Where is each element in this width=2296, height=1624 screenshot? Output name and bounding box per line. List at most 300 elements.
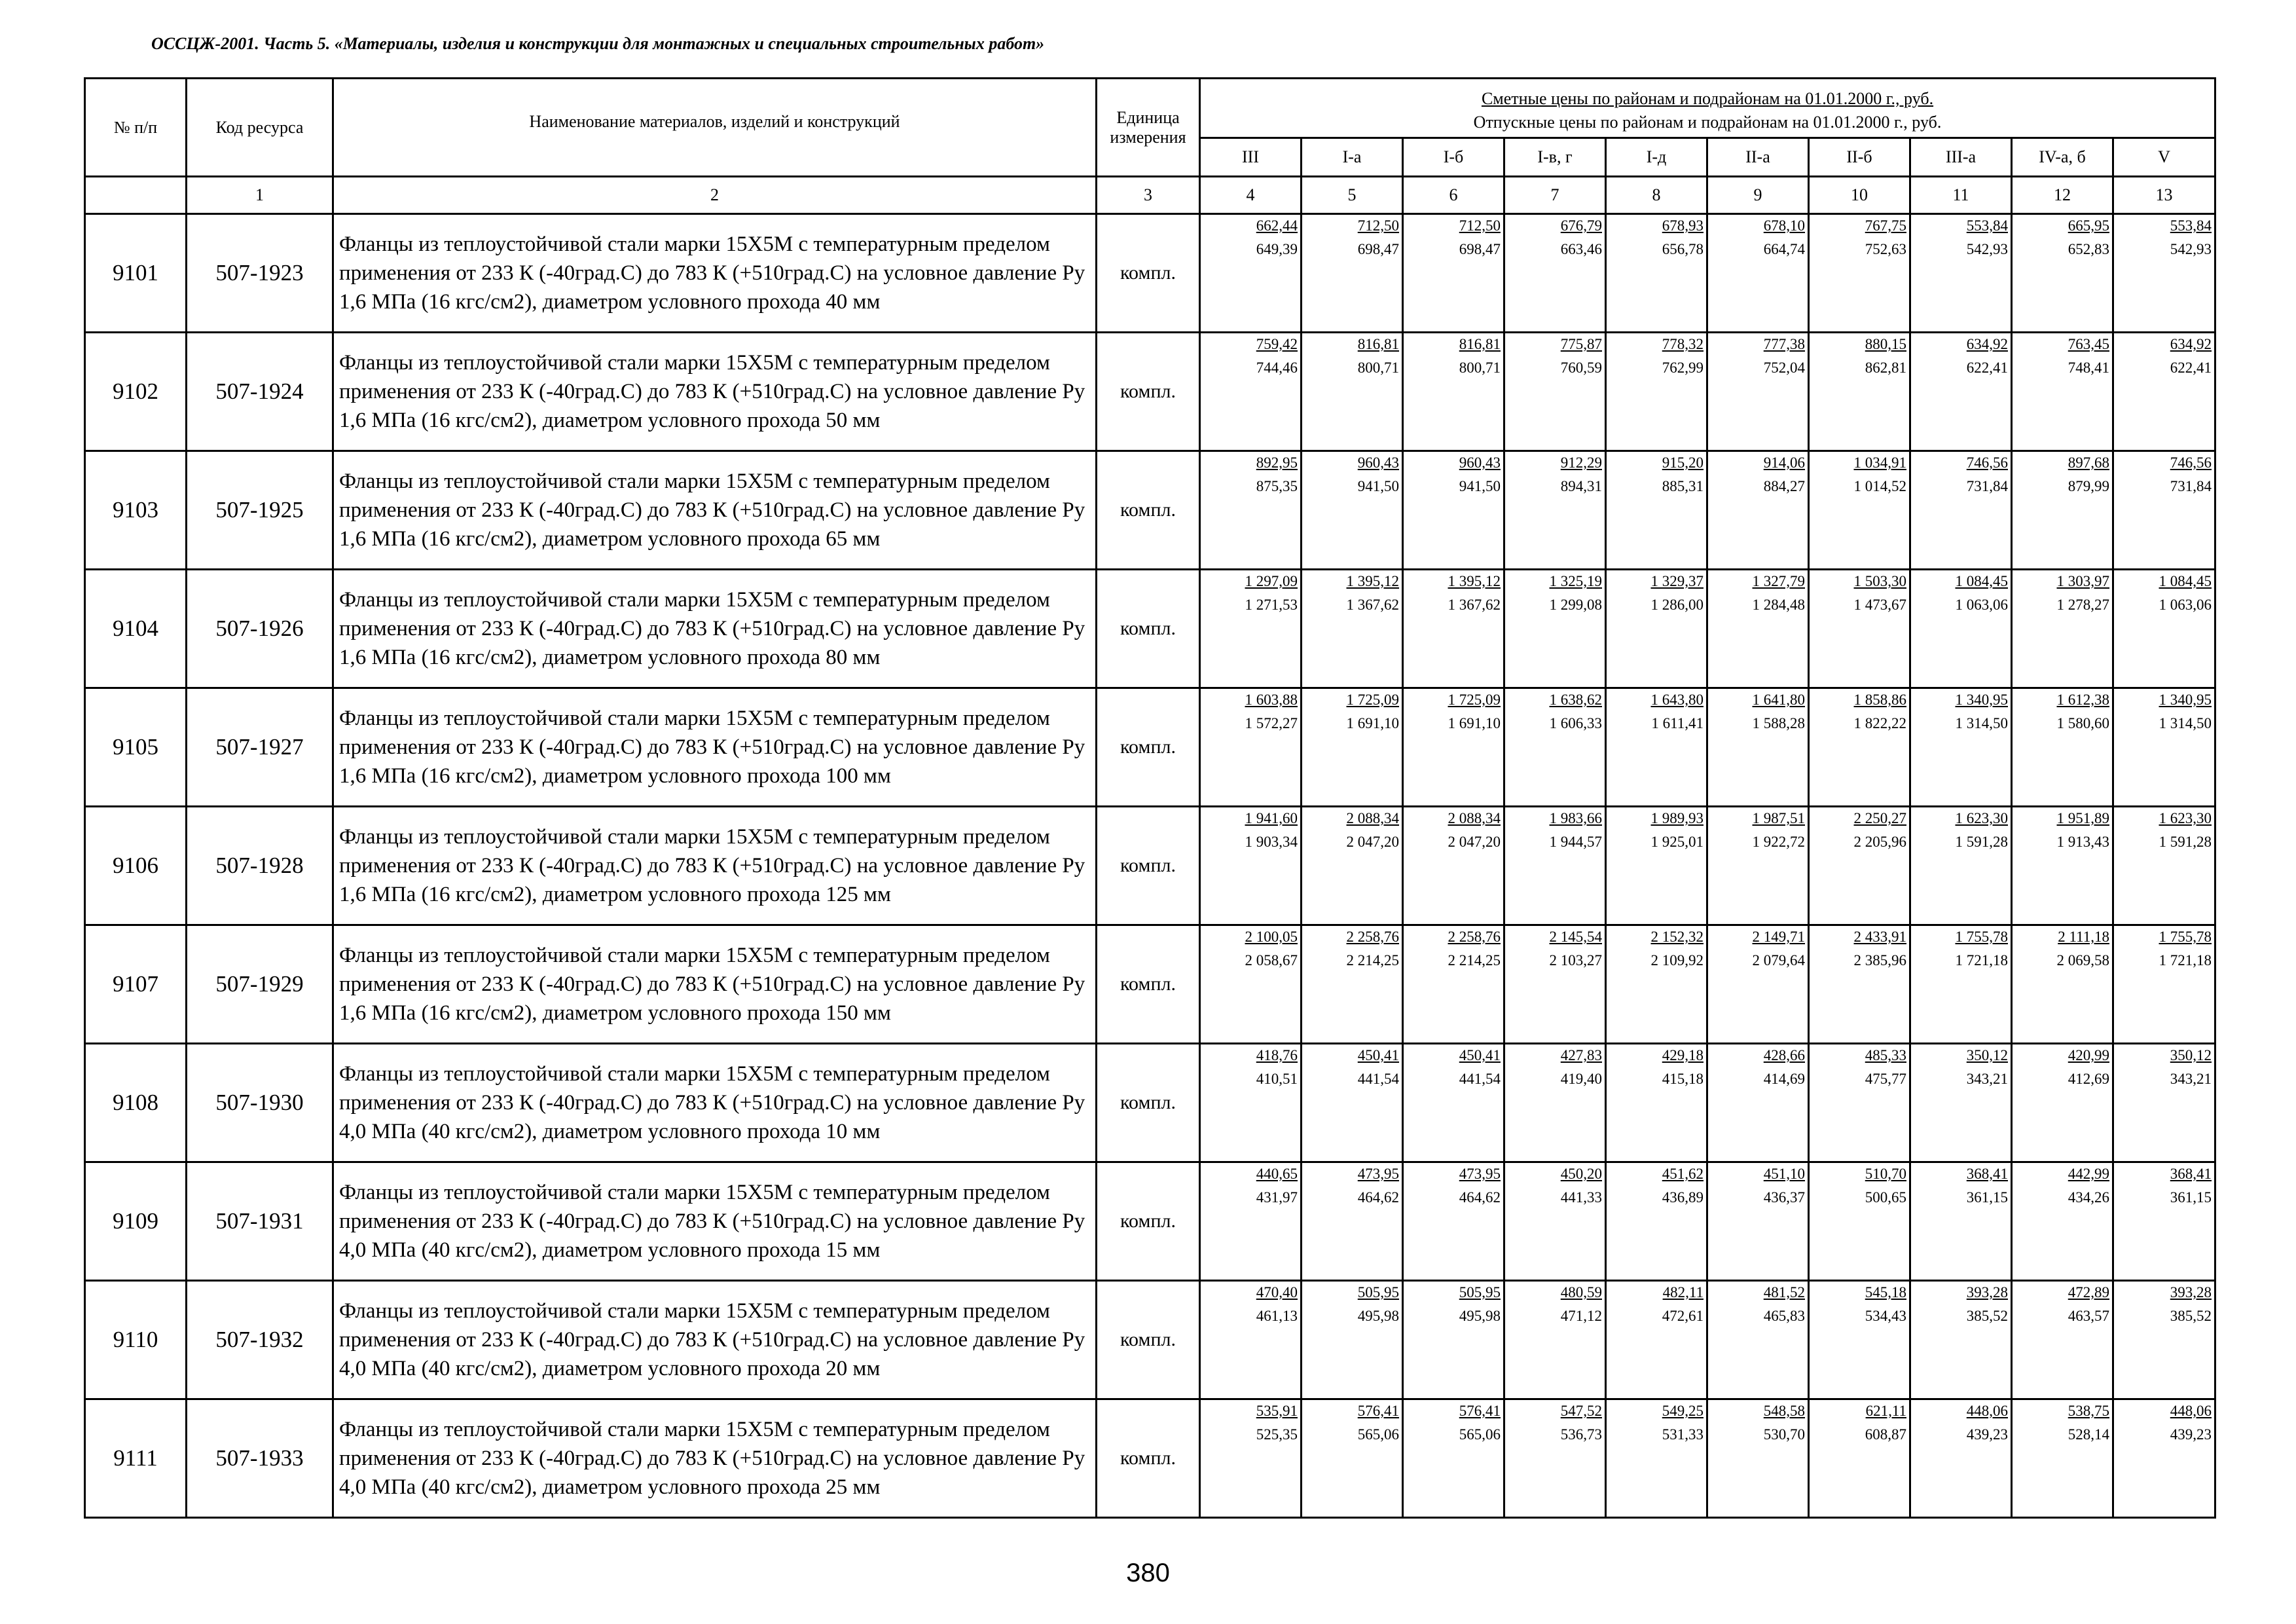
price-cell xyxy=(2113,807,2215,925)
column-number: 6 xyxy=(1403,177,1504,214)
price-cell xyxy=(1403,925,1504,1044)
table-row xyxy=(85,1399,2215,1518)
table-row xyxy=(85,925,2215,1044)
release-price: 731,84 xyxy=(2170,478,2212,494)
estimate-price: 1 034,91 xyxy=(1853,454,1906,471)
release-price: 1 278,27 xyxy=(2056,597,2109,613)
price-cell xyxy=(1200,688,1302,807)
estimate-price: 428,66 xyxy=(1763,1047,1805,1063)
release-price: 2 047,20 xyxy=(1448,834,1501,850)
price-cell xyxy=(2113,214,2215,333)
price-cell xyxy=(1302,214,1403,333)
table-row xyxy=(85,333,2215,451)
price-cell xyxy=(1504,1162,1606,1281)
item-name: Фланцы из теплоустойчивой стали марки 15Х5М с температурным пределом применения от 233 К (-40град.С) до 783 К (+510град.С) на условное давление Ру 4,0 МПа (40 кгс/см2), диаметром условного прохода 10 мм xyxy=(333,1044,1097,1162)
header-prices-release: Отпускные цены по районам и подрайонам на 01.01.2000 г., руб. xyxy=(1473,113,1942,132)
price-cell xyxy=(2113,1044,2215,1162)
estimate-price: 1 612,38 xyxy=(2056,692,2109,708)
release-price: 439,23 xyxy=(1966,1426,2008,1443)
price-cell xyxy=(1809,807,1910,925)
release-price: 495,98 xyxy=(1357,1308,1399,1324)
price-cell xyxy=(1200,807,1302,925)
price-cell xyxy=(1200,1044,1302,1162)
release-price: 439,23 xyxy=(2170,1426,2212,1443)
release-price: 1 473,67 xyxy=(1853,597,1906,613)
table-row xyxy=(85,1044,2215,1162)
unit-of-measure: компл. xyxy=(1097,1281,1200,1399)
estimate-price: 1 983,66 xyxy=(1549,810,1602,826)
resource-code: 507-1931 xyxy=(187,1162,333,1281)
estimate-price: 1 303,97 xyxy=(2056,573,2109,589)
release-price: 1 944,57 xyxy=(1549,834,1602,850)
estimate-price: 1 755,78 xyxy=(1955,929,2008,945)
release-price: 608,87 xyxy=(1865,1426,1906,1443)
price-cell xyxy=(1302,688,1403,807)
release-price: 343,21 xyxy=(1966,1071,2008,1087)
estimate-price: 1 989,93 xyxy=(1650,810,1704,826)
release-price: 500,65 xyxy=(1865,1189,1906,1206)
region-header: I-д xyxy=(1606,138,1707,177)
estimate-price: 777,38 xyxy=(1763,336,1805,352)
release-price: 2 109,92 xyxy=(1650,952,1704,969)
price-cell xyxy=(1910,807,2012,925)
release-price: 2 079,64 xyxy=(1752,952,1805,969)
document-header: ОССЦЖ-2001. Часть 5. «Материалы, изделия и конструкции для монтажных и специальных строительных работ» xyxy=(151,34,1045,53)
estimate-price: 547,52 xyxy=(1560,1403,1602,1419)
estimate-price: 746,56 xyxy=(1966,454,2008,471)
price-cell xyxy=(1809,1399,1910,1518)
row-number: 9108 xyxy=(85,1044,187,1162)
price-cell xyxy=(1910,1281,2012,1399)
price-cell xyxy=(1910,214,2012,333)
release-price: 652,83 xyxy=(2068,241,2109,257)
row-number: 9109 xyxy=(85,1162,187,1281)
price-cell xyxy=(1403,1162,1504,1281)
estimate-price: 2 088,34 xyxy=(1346,810,1399,826)
release-price: 415,18 xyxy=(1662,1071,1704,1087)
price-cell xyxy=(1504,451,1606,570)
estimate-price: 553,84 xyxy=(1966,217,2008,234)
release-price: 2 069,58 xyxy=(2056,952,2109,969)
estimate-price: 451,10 xyxy=(1763,1166,1805,1182)
release-price: 1 591,28 xyxy=(1955,834,2008,850)
estimate-price: 2 111,18 xyxy=(2058,929,2109,945)
release-price: 1 063,06 xyxy=(2159,597,2212,613)
price-cell xyxy=(1707,214,1809,333)
release-price: 744,46 xyxy=(1256,360,1298,376)
estimate-price: 485,33 xyxy=(1865,1047,1906,1063)
release-price: 1 284,48 xyxy=(1752,597,1805,613)
unit-of-measure: компл. xyxy=(1097,688,1200,807)
estimate-price: 1 329,37 xyxy=(1650,573,1704,589)
estimate-price: 1 623,30 xyxy=(1955,810,2008,826)
price-cell xyxy=(1504,807,1606,925)
price-cell xyxy=(1302,1044,1403,1162)
column-number: 1 xyxy=(187,177,333,214)
estimate-price: 1 297,09 xyxy=(1245,573,1298,589)
price-cell xyxy=(1606,807,1707,925)
estimate-price: 472,89 xyxy=(2068,1284,2109,1301)
unit-of-measure: компл. xyxy=(1097,333,1200,451)
header-code: Код ресурса xyxy=(187,79,333,177)
price-cell xyxy=(2113,333,2215,451)
estimate-price: 621,11 xyxy=(1865,1403,1906,1419)
unit-of-measure: компл. xyxy=(1097,1162,1200,1281)
price-cell xyxy=(1302,1162,1403,1281)
estimate-price: 545,18 xyxy=(1865,1284,1906,1301)
estimate-price: 2 250,27 xyxy=(1853,810,1906,826)
release-price: 471,12 xyxy=(1560,1308,1602,1324)
estimate-price: 505,95 xyxy=(1357,1284,1399,1301)
estimate-price: 1 638,62 xyxy=(1549,692,1602,708)
release-price: 664,74 xyxy=(1763,241,1805,257)
column-number: 5 xyxy=(1302,177,1403,214)
release-price: 472,61 xyxy=(1662,1308,1704,1324)
region-header: V xyxy=(2113,138,2215,177)
price-cell xyxy=(1910,451,2012,570)
estimate-price: 915,20 xyxy=(1662,454,1704,471)
header-prices-estimate: Сметные цены по районам и подрайонам на 01.01.2000 г., руб. xyxy=(1481,89,1934,108)
estimate-price: 1 623,30 xyxy=(2159,810,2212,826)
estimate-price: 576,41 xyxy=(1357,1403,1399,1419)
column-number: 4 xyxy=(1200,177,1302,214)
price-cell xyxy=(1606,451,1707,570)
unit-of-measure: компл. xyxy=(1097,1399,1200,1518)
price-cell xyxy=(1707,1044,1809,1162)
price-cell xyxy=(1809,925,1910,1044)
release-price: 525,35 xyxy=(1256,1426,1298,1443)
estimate-price: 505,95 xyxy=(1459,1284,1501,1301)
resource-code: 507-1924 xyxy=(187,333,333,451)
estimate-price: 914,06 xyxy=(1763,454,1805,471)
price-cell xyxy=(1809,333,1910,451)
price-cell xyxy=(2012,451,2113,570)
estimate-price: 2 088,34 xyxy=(1448,810,1501,826)
column-number: 12 xyxy=(2012,177,2113,214)
estimate-price: 676,79 xyxy=(1560,217,1602,234)
table-row xyxy=(85,214,2215,333)
estimate-price: 1 395,12 xyxy=(1448,573,1501,589)
release-price: 2 205,96 xyxy=(1853,834,1906,850)
estimate-price: 450,20 xyxy=(1560,1166,1602,1182)
header-num: № п/п xyxy=(85,79,187,177)
release-price: 441,54 xyxy=(1459,1071,1501,1087)
estimate-price: 2 258,76 xyxy=(1448,929,1501,945)
estimate-price: 892,95 xyxy=(1256,454,1298,471)
release-price: 441,54 xyxy=(1357,1071,1399,1087)
estimate-price: 1 395,12 xyxy=(1346,573,1399,589)
price-cell xyxy=(1606,1044,1707,1162)
column-number-blank xyxy=(85,177,187,214)
release-price: 1 922,72 xyxy=(1752,834,1805,850)
column-number: 2 xyxy=(333,177,1097,214)
price-cell xyxy=(1302,333,1403,451)
estimate-price: 662,44 xyxy=(1256,217,1298,234)
release-price: 752,63 xyxy=(1865,241,1906,257)
price-cell xyxy=(1910,925,2012,1044)
price-cell xyxy=(1504,688,1606,807)
release-price: 2 214,25 xyxy=(1346,952,1399,969)
table-row xyxy=(85,1281,2215,1399)
release-price: 441,33 xyxy=(1560,1189,1602,1206)
release-price: 1 822,22 xyxy=(1853,715,1906,731)
release-price: 941,50 xyxy=(1357,478,1399,494)
region-header: I-б xyxy=(1403,138,1504,177)
price-cell xyxy=(1606,570,1707,688)
estimate-price: 1 643,80 xyxy=(1650,692,1704,708)
price-cell xyxy=(1200,333,1302,451)
estimate-price: 1 987,51 xyxy=(1752,810,1805,826)
estimate-price: 2 149,71 xyxy=(1752,929,1805,945)
price-cell xyxy=(1504,1399,1606,1518)
release-price: 475,77 xyxy=(1865,1071,1906,1087)
price-cell xyxy=(1910,1399,2012,1518)
row-number: 9110 xyxy=(85,1281,187,1399)
price-cell xyxy=(1707,688,1809,807)
item-name: Фланцы из теплоустойчивой стали марки 15Х5М с температурным пределом применения от 233 К (-40град.С) до 783 К (+510град.С) на условное давление Ру 1,6 МПа (16 кгс/см2), диаметром условного прохода 65 мм xyxy=(333,451,1097,570)
estimate-price: 1 084,45 xyxy=(1955,573,2008,589)
price-cell xyxy=(1200,1399,1302,1518)
item-name: Фланцы из теплоустойчивой стали марки 15Х5М с температурным пределом применения от 233 К (-40град.С) до 783 К (+510град.С) на условное давление Ру 4,0 МПа (40 кгс/см2), диаметром условного прохода 20 мм xyxy=(333,1281,1097,1399)
release-price: 800,71 xyxy=(1357,360,1399,376)
price-cell xyxy=(1200,925,1302,1044)
estimate-price: 712,50 xyxy=(1459,217,1501,234)
price-cell xyxy=(1403,1399,1504,1518)
estimate-price: 778,32 xyxy=(1662,336,1704,352)
estimate-price: 2 433,91 xyxy=(1853,929,1906,945)
region-header: III-а xyxy=(1910,138,2012,177)
release-price: 412,69 xyxy=(2068,1071,2109,1087)
estimate-price: 1 603,88 xyxy=(1245,692,1298,708)
price-cell xyxy=(1707,807,1809,925)
release-price: 461,13 xyxy=(1256,1308,1298,1324)
release-price: 762,99 xyxy=(1662,360,1704,376)
release-price: 1 606,33 xyxy=(1549,715,1602,731)
estimate-price: 1 084,45 xyxy=(2159,573,2212,589)
resource-code: 507-1927 xyxy=(187,688,333,807)
estimate-price: 427,83 xyxy=(1560,1047,1602,1063)
release-price: 2 214,25 xyxy=(1448,952,1501,969)
item-name: Фланцы из теплоустойчивой стали марки 15Х5М с температурным пределом применения от 233 К (-40град.С) до 783 К (+510град.С) на условное давление Ру 1,6 МПа (16 кгс/см2), диаметром условного прохода 125 мм xyxy=(333,807,1097,925)
price-cell xyxy=(1403,1044,1504,1162)
region-header: IV-а, б xyxy=(2012,138,2113,177)
price-cell xyxy=(1707,1281,1809,1399)
estimate-price: 481,52 xyxy=(1763,1284,1805,1301)
price-cell xyxy=(1504,214,1606,333)
header-name: Наименование материалов, изделий и конструкций xyxy=(333,79,1097,177)
release-price: 464,62 xyxy=(1459,1189,1501,1206)
estimate-price: 665,95 xyxy=(2068,217,2109,234)
estimate-price: 1 340,95 xyxy=(1955,692,2008,708)
release-price: 2 103,27 xyxy=(1549,952,1602,969)
price-cell xyxy=(1606,1399,1707,1518)
price-cell xyxy=(1809,570,1910,688)
estimate-price: 678,10 xyxy=(1763,217,1805,234)
estimate-price: 2 100,05 xyxy=(1245,929,1298,945)
release-price: 531,33 xyxy=(1662,1426,1704,1443)
release-price: 760,59 xyxy=(1560,360,1602,376)
release-price: 410,51 xyxy=(1256,1071,1298,1087)
item-name: Фланцы из теплоустойчивой стали марки 15Х5М с температурным пределом применения от 233 К (-40град.С) до 783 К (+510град.С) на условное давление Ру 1,6 МПа (16 кгс/см2), диаметром условного прохода 100 мм xyxy=(333,688,1097,807)
estimate-price: 418,76 xyxy=(1256,1047,1298,1063)
column-number: 9 xyxy=(1707,177,1809,214)
release-price: 419,40 xyxy=(1560,1071,1602,1087)
estimate-price: 482,11 xyxy=(1662,1284,1704,1301)
release-price: 1 721,18 xyxy=(1955,952,2008,969)
estimate-price: 897,68 xyxy=(2068,454,2109,471)
estimate-price: 368,41 xyxy=(2170,1166,2212,1182)
release-price: 464,62 xyxy=(1357,1189,1399,1206)
item-name: Фланцы из теплоустойчивой стали марки 15Х5М с температурным пределом применения от 233 К (-40град.С) до 783 К (+510град.С) на условное давление Ру 1,6 МПа (16 кгс/см2), диаметром условного прохода 50 мм xyxy=(333,333,1097,451)
release-price: 649,39 xyxy=(1256,241,1298,257)
price-cell xyxy=(1606,1162,1707,1281)
price-cell xyxy=(2012,807,2113,925)
resource-code: 507-1926 xyxy=(187,570,333,688)
estimate-price: 1 725,09 xyxy=(1448,692,1501,708)
table-row xyxy=(85,570,2215,688)
price-cell xyxy=(1403,214,1504,333)
release-price: 752,04 xyxy=(1763,360,1805,376)
price-cell xyxy=(2012,570,2113,688)
price-cell xyxy=(1302,451,1403,570)
row-number: 9111 xyxy=(85,1399,187,1518)
estimate-price: 2 145,54 xyxy=(1549,929,1602,945)
estimate-price: 448,06 xyxy=(1966,1403,2008,1419)
row-number: 9102 xyxy=(85,333,187,451)
price-cell xyxy=(2012,333,2113,451)
price-cell xyxy=(2012,1399,2113,1518)
estimate-price: 480,59 xyxy=(1560,1284,1602,1301)
estimate-price: 1 755,78 xyxy=(2159,929,2212,945)
price-cell xyxy=(1910,1162,2012,1281)
release-price: 1 063,06 xyxy=(1955,597,2008,613)
item-name: Фланцы из теплоустойчивой стали марки 15Х5М с температурным пределом применения от 233 К (-40град.С) до 783 К (+510град.С) на условное давление Ру 1,6 МПа (16 кгс/см2), диаметром условного прохода 40 мм xyxy=(333,214,1097,333)
estimate-price: 1 858,86 xyxy=(1853,692,1906,708)
release-price: 542,93 xyxy=(1966,241,2008,257)
release-price: 622,41 xyxy=(1966,360,2008,376)
release-price: 1 691,10 xyxy=(1346,715,1399,731)
price-cell xyxy=(1302,1399,1403,1518)
release-price: 1 913,43 xyxy=(2056,834,2109,850)
price-cell xyxy=(1302,807,1403,925)
release-price: 1 271,53 xyxy=(1245,597,1298,613)
release-price: 748,41 xyxy=(2068,360,2109,376)
row-number: 9106 xyxy=(85,807,187,925)
price-cell xyxy=(2012,1162,2113,1281)
estimate-price: 470,40 xyxy=(1256,1284,1298,1301)
price-table xyxy=(84,77,2216,1519)
row-number: 9101 xyxy=(85,214,187,333)
release-price: 663,46 xyxy=(1560,241,1602,257)
release-price: 1 591,28 xyxy=(2159,834,2212,850)
price-cell xyxy=(1809,1162,1910,1281)
price-cell xyxy=(2012,214,2113,333)
estimate-price: 712,50 xyxy=(1357,217,1399,234)
estimate-price: 429,18 xyxy=(1662,1047,1704,1063)
estimate-price: 535,91 xyxy=(1256,1403,1298,1419)
release-price: 1 014,52 xyxy=(1853,478,1906,494)
estimate-price: 634,92 xyxy=(2170,336,2212,352)
release-price: 565,06 xyxy=(1357,1426,1399,1443)
estimate-price: 450,41 xyxy=(1357,1047,1399,1063)
price-cell xyxy=(1707,451,1809,570)
price-cell xyxy=(1403,1281,1504,1399)
release-price: 1 367,62 xyxy=(1448,597,1501,613)
estimate-price: 960,43 xyxy=(1357,454,1399,471)
price-cell xyxy=(2113,925,2215,1044)
release-price: 1 588,28 xyxy=(1752,715,1805,731)
price-cell xyxy=(1403,688,1504,807)
price-cell xyxy=(1707,925,1809,1044)
price-cell xyxy=(1606,925,1707,1044)
release-price: 656,78 xyxy=(1662,241,1704,257)
release-price: 1 903,34 xyxy=(1245,834,1298,850)
price-cell xyxy=(1606,333,1707,451)
column-number: 8 xyxy=(1606,177,1707,214)
price-cell xyxy=(1809,1044,1910,1162)
estimate-price: 368,41 xyxy=(1966,1166,2008,1182)
resource-code: 507-1933 xyxy=(187,1399,333,1518)
estimate-price: 473,95 xyxy=(1357,1166,1399,1182)
region-header: I-а xyxy=(1302,138,1403,177)
release-price: 1 691,10 xyxy=(1448,715,1501,731)
release-price: 731,84 xyxy=(1966,478,2008,494)
release-price: 434,26 xyxy=(2068,1189,2109,1206)
estimate-price: 912,29 xyxy=(1560,454,1602,471)
release-price: 2 047,20 xyxy=(1346,834,1399,850)
release-price: 343,21 xyxy=(2170,1071,2212,1087)
release-price: 1 580,60 xyxy=(2056,715,2109,731)
price-cell xyxy=(2012,925,2113,1044)
estimate-price: 350,12 xyxy=(1966,1047,2008,1063)
region-header: II-а xyxy=(1707,138,1809,177)
price-cell xyxy=(1910,333,2012,451)
resource-code: 507-1928 xyxy=(187,807,333,925)
row-number: 9104 xyxy=(85,570,187,688)
price-cell xyxy=(2113,570,2215,688)
unit-of-measure: компл. xyxy=(1097,451,1200,570)
release-price: 941,50 xyxy=(1459,478,1501,494)
price-cell xyxy=(2012,1044,2113,1162)
price-cell xyxy=(1504,925,1606,1044)
estimate-price: 1 327,79 xyxy=(1752,573,1805,589)
release-price: 875,35 xyxy=(1256,478,1298,494)
release-price: 1 925,01 xyxy=(1650,834,1704,850)
column-number: 7 xyxy=(1504,177,1606,214)
estimate-price: 1 340,95 xyxy=(2159,692,2212,708)
price-cell xyxy=(1606,1281,1707,1399)
row-number: 9105 xyxy=(85,688,187,807)
resource-code: 507-1932 xyxy=(187,1281,333,1399)
price-cell xyxy=(1707,1399,1809,1518)
release-price: 361,15 xyxy=(1966,1189,2008,1206)
release-price: 1 299,08 xyxy=(1549,597,1602,613)
release-price: 465,83 xyxy=(1763,1308,1805,1324)
estimate-price: 678,93 xyxy=(1662,217,1704,234)
release-price: 463,57 xyxy=(2068,1308,2109,1324)
estimate-price: 775,87 xyxy=(1560,336,1602,352)
header-prices xyxy=(1200,79,2215,138)
column-numbers-row xyxy=(85,177,2215,214)
release-price: 436,89 xyxy=(1662,1189,1704,1206)
release-price: 1 367,62 xyxy=(1346,597,1399,613)
table-row xyxy=(85,451,2215,570)
price-cell xyxy=(2012,1281,2113,1399)
table-row xyxy=(85,1162,2215,1281)
row-number: 9103 xyxy=(85,451,187,570)
estimate-price: 763,45 xyxy=(2068,336,2109,352)
release-price: 879,99 xyxy=(2068,478,2109,494)
